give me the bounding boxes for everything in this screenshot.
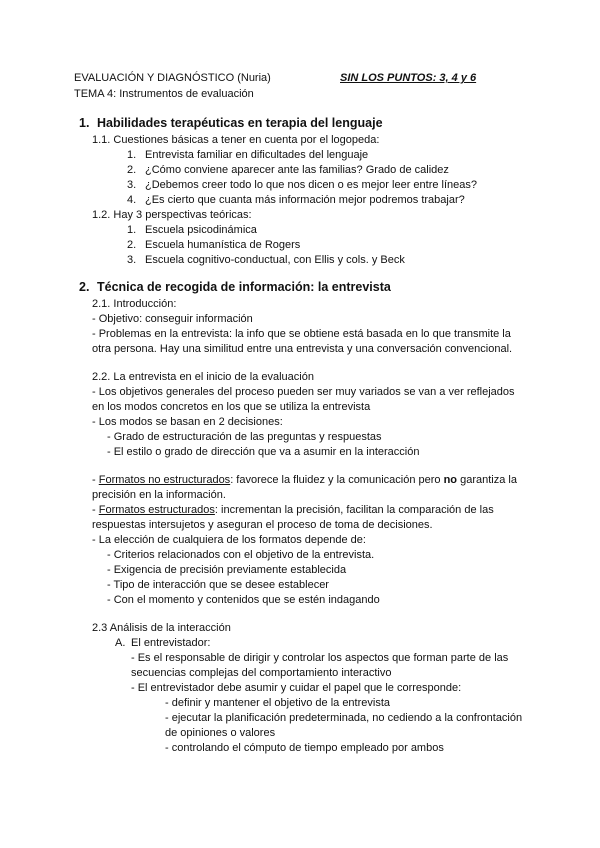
list-item: - Con el momento y contenidos que se estén indagando [107, 594, 380, 606]
unstructured-formats-label: Formatos no estructurados [98, 474, 231, 486]
paragraph-line: - La elección de cualquiera de los formatos depende de: [92, 534, 366, 546]
document-title: EVALUACIÓN Y DIAGNÓSTICO (Nuria) [74, 72, 271, 84]
paragraph-line: - Objetivo: conseguir información [92, 313, 253, 325]
list-number: 3. [127, 254, 137, 266]
list-item: El entrevistador: [131, 637, 211, 649]
subsection-2-3: 2.3 Análisis de la interacción [92, 622, 231, 634]
paragraph-text: : incrementan la precisión, facilitan la comparación de las [214, 504, 494, 516]
list-item: ¿Es cierto que cuanta más información mejor podremos trabajar? [145, 194, 465, 206]
paragraph-line: - Problemas en la entrevista: la info que se obtiene está basada en lo que transmite la [92, 328, 511, 340]
list-letter: A. [115, 637, 126, 649]
list-number: 3. [127, 179, 137, 191]
list-item: - Tipo de interacción que se desee establecer [107, 579, 329, 591]
paragraph-line: secuencias complejas del comportamiento interactivo [131, 667, 392, 679]
paragraph-line: - Grado de estructuración de las preguntas y respuestas [107, 431, 382, 443]
paragraph-line: - Es el responsable de dirigir y controlar los aspectos que forman parte de las [131, 652, 509, 664]
paragraph-line: precisión en la información. [92, 489, 226, 501]
paragraph-line: en los modos concretos en los que se utiliza la entrevista [92, 401, 371, 413]
paragraph-text: garantiza la [457, 474, 517, 486]
paragraph-line: - Los objetivos generales del proceso pueden ser muy variados se van a ver reflejados [92, 386, 515, 398]
subsection-2-2: 2.2. La entrevista en el inicio de la evaluación [92, 371, 314, 383]
paragraph-line: - El estilo o grado de dirección que va a asumir en la interacción [107, 446, 420, 458]
section-1-number: 1. [79, 116, 90, 130]
section-2-number: 2. [79, 280, 90, 294]
paragraph-line: de opiniones o valores [165, 727, 276, 739]
list-item: Escuela humanística de Rogers [145, 239, 301, 251]
subsection-2-1: 2.1. Introducción: [92, 298, 177, 310]
emphasis-no: no [443, 474, 458, 486]
subsection-1-2: 1.2. Hay 3 perspectivas teóricas: [92, 209, 252, 221]
paragraph-line: respuestas intersujetos y aseguran el proceso de toma de decisiones. [92, 519, 433, 531]
paragraph-line: - El entrevistador debe asumir y cuidar el papel que le corresponde: [131, 682, 462, 694]
paragraph-line: otra persona. Hay una similitud entre una entrevista y una conversación convencional. [92, 343, 513, 355]
paragraph-line: - Los modos se basan en 2 decisiones: [92, 416, 283, 428]
list-item: Escuela cognitivo-conductual, con Ellis y cols. y Beck [145, 254, 405, 266]
list-item: Entrevista familiar en dificultades del lenguaje [145, 149, 369, 161]
list-number: 2. [127, 239, 137, 251]
dash: - [92, 504, 99, 516]
subsection-1-1: 1.1. Cuestiones básicas a tener en cuenta por el logopeda: [92, 134, 380, 146]
structured-formats-label: Formatos estructurados [98, 504, 215, 516]
unstructured-formats-line [92, 473, 517, 487]
section-1-heading: Habilidades terapéuticas en terapia del lenguaje [97, 116, 383, 130]
dash: - [92, 474, 99, 486]
list-item: ¿Debemos creer todo lo que nos dicen o es mejor leer entre líneas? [145, 179, 478, 191]
structured-formats-line [92, 503, 494, 517]
list-number: 2. [127, 164, 137, 176]
list-item: - definir y mantener el objetivo de la entrevista [165, 697, 391, 709]
list-item: ¿Cómo conviene aparecer ante las familias? Grado de calidez [145, 164, 449, 176]
list-item: - ejecutar la planificación predeterminada, no cediendo a la confrontación [165, 712, 523, 724]
section-2-heading: Técnica de recogida de información: la entrevista [97, 280, 391, 294]
list-number: 1. [127, 224, 137, 236]
exclusion-note: SIN LOS PUNTOS: 3, 4 y 6 [340, 72, 477, 84]
list-item: - Exigencia de precisión previamente establecida [107, 564, 347, 576]
list-item: - Criterios relacionados con el objetivo de la entrevista. [107, 549, 375, 561]
list-item: Escuela psicodinámica [145, 224, 257, 236]
paragraph-text: : favorece la fluidez y la comunicación pero [230, 474, 444, 486]
topic-title: TEMA 4: Instrumentos de evaluación [74, 88, 254, 100]
list-number: 1. [127, 149, 137, 161]
list-item: - controlando el cómputo de tiempo empleado por ambos [165, 742, 444, 754]
list-number: 4. [127, 194, 137, 206]
